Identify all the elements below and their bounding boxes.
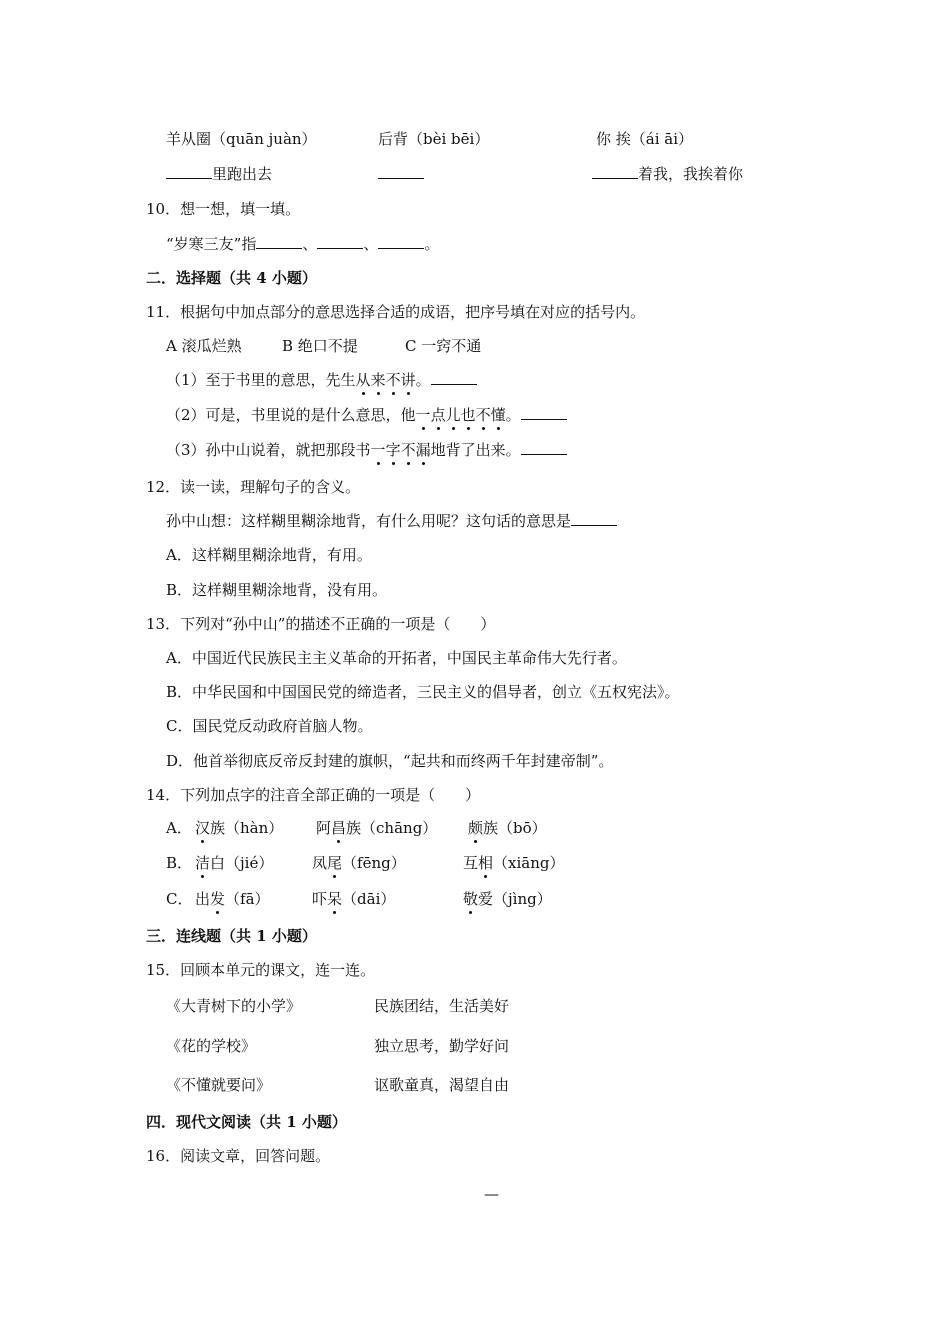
answer-blank[interactable] xyxy=(317,234,363,249)
q14-option-b-word-2: 凤尾（fēng） xyxy=(312,854,406,872)
q11-sentence-3: （3）孙中山说着，就把那段书一字不漏地背了出来。 xyxy=(166,440,567,460)
q14-option-c-word-1: 出发（fā） xyxy=(195,890,270,908)
answer-blank[interactable] xyxy=(431,370,477,385)
q15-title: 15．回顾本单元的课文，连一连。 xyxy=(146,961,376,979)
q13-option-b: B．中华民国和中国国民党的缔造者，三民主义的倡导者，创立《五权宪法》。 xyxy=(166,683,680,701)
q15-left-item[interactable]: 《不懂就要问》 xyxy=(166,1076,272,1094)
q11-sentence-1: （1）至于书里的意思，先生从来不讲。 xyxy=(166,370,477,390)
q14-option-b-label: B． xyxy=(166,854,193,872)
q13-option-a: A．中国近代民族民主主义革命的开拓者，中国民主革命伟大先行者。 xyxy=(166,649,627,667)
q11-option-a: A 滚瓜烂熟 xyxy=(166,337,242,355)
q14-option-a-word-3: 颇族（bō） xyxy=(468,819,547,837)
q14-option-a-word-1: 汉族（hàn） xyxy=(195,819,284,837)
q13-title: 13．下列对“孙中山”的描述不正确的一项是（ ） xyxy=(146,615,496,633)
q15-left-item[interactable]: 《大青树下的小学》 xyxy=(166,997,302,1015)
answer-blank[interactable] xyxy=(166,164,212,179)
q14-option-c-label: C． xyxy=(166,890,193,908)
q10-stem: “岁寒三友”指 、 、 。 xyxy=(166,235,440,253)
q15-left-item[interactable]: 《花的学校》 xyxy=(166,1037,257,1055)
answer-blank[interactable] xyxy=(378,164,424,179)
q15-right-item[interactable]: 讴歌童真，渴望自由 xyxy=(374,1076,510,1094)
q11-option-b: B 绝口不提 xyxy=(282,337,358,355)
q14-option-a-word-2: 阿昌族（chāng） xyxy=(316,819,438,837)
q9-fill-1: 里跑出去 xyxy=(166,164,272,184)
q16-title: 16．阅读文章，回答问题。 xyxy=(146,1147,331,1165)
q9-word-3: 你 挨（ái āi） xyxy=(596,130,694,148)
section-heading: 三．连线题（共 1 小题） xyxy=(146,927,317,945)
answer-blank[interactable] xyxy=(256,234,302,249)
q13-option-c: C．国民党反动政府首脑人物。 xyxy=(166,717,373,735)
q14-option-c-word-2: 吓呆（dāi） xyxy=(312,890,396,908)
q9-fill-3: 着我，我挨着你 xyxy=(592,164,743,184)
q11-sentence-2: （2）可是，书里说的是什么意思，他一点儿也不懂。 xyxy=(166,405,567,425)
q11-title: 11．根据句中加点部分的意思选择合适的成语，把序号填在对应的括号内。 xyxy=(146,303,646,321)
q14-title: 14．下列加点字的注音全部正确的一项是（ ） xyxy=(146,786,481,804)
q14-option-c-word-3: 敬爱（jìng） xyxy=(463,890,552,908)
answer-blank[interactable] xyxy=(378,234,424,249)
q12-stem: 孙中山想：这样糊里糊涂地背，有什么用呢？这句话的意思是 xyxy=(166,511,617,531)
q14-option-b-word-3: 互相（xiāng） xyxy=(463,854,565,872)
answer-blank[interactable] xyxy=(521,405,567,420)
page-footer-mark: — xyxy=(484,1185,499,1203)
q14-option-a-label: A． xyxy=(166,819,192,837)
q9-word-1: 羊从圈（quān juàn） xyxy=(166,130,317,148)
q15-right-item[interactable]: 民族团结，生活美好 xyxy=(374,997,510,1015)
answer-blank[interactable] xyxy=(521,440,567,455)
q9-word-2: 后背（bèi bēi） xyxy=(378,130,490,148)
q11-option-c: C 一窍不通 xyxy=(405,337,482,355)
q12-option-b: B．这样糊里糊涂地背，没有用。 xyxy=(166,581,388,599)
section-heading: 四．现代文阅读（共 1 小题） xyxy=(146,1113,347,1131)
section-heading: 二．选择题（共 4 小题） xyxy=(146,269,317,287)
q14-option-b-word-1: 洁白（jié） xyxy=(195,854,274,872)
q13-option-d: D．他首举彻底反帝反封建的旗帜，“起共和而终两千年封建帝制”。 xyxy=(166,752,614,770)
q9-fill-2 xyxy=(378,164,424,184)
q15-right-item[interactable]: 独立思考，勤学好问 xyxy=(374,1037,510,1055)
q10-title: 10．想一想，填一填。 xyxy=(146,200,301,218)
answer-blank[interactable] xyxy=(571,511,617,526)
answer-blank[interactable] xyxy=(592,164,638,179)
q12-title: 12．读一读，理解句子的含义。 xyxy=(146,478,361,496)
q12-option-a: A．这样糊里糊涂地背，有用。 xyxy=(166,546,372,564)
